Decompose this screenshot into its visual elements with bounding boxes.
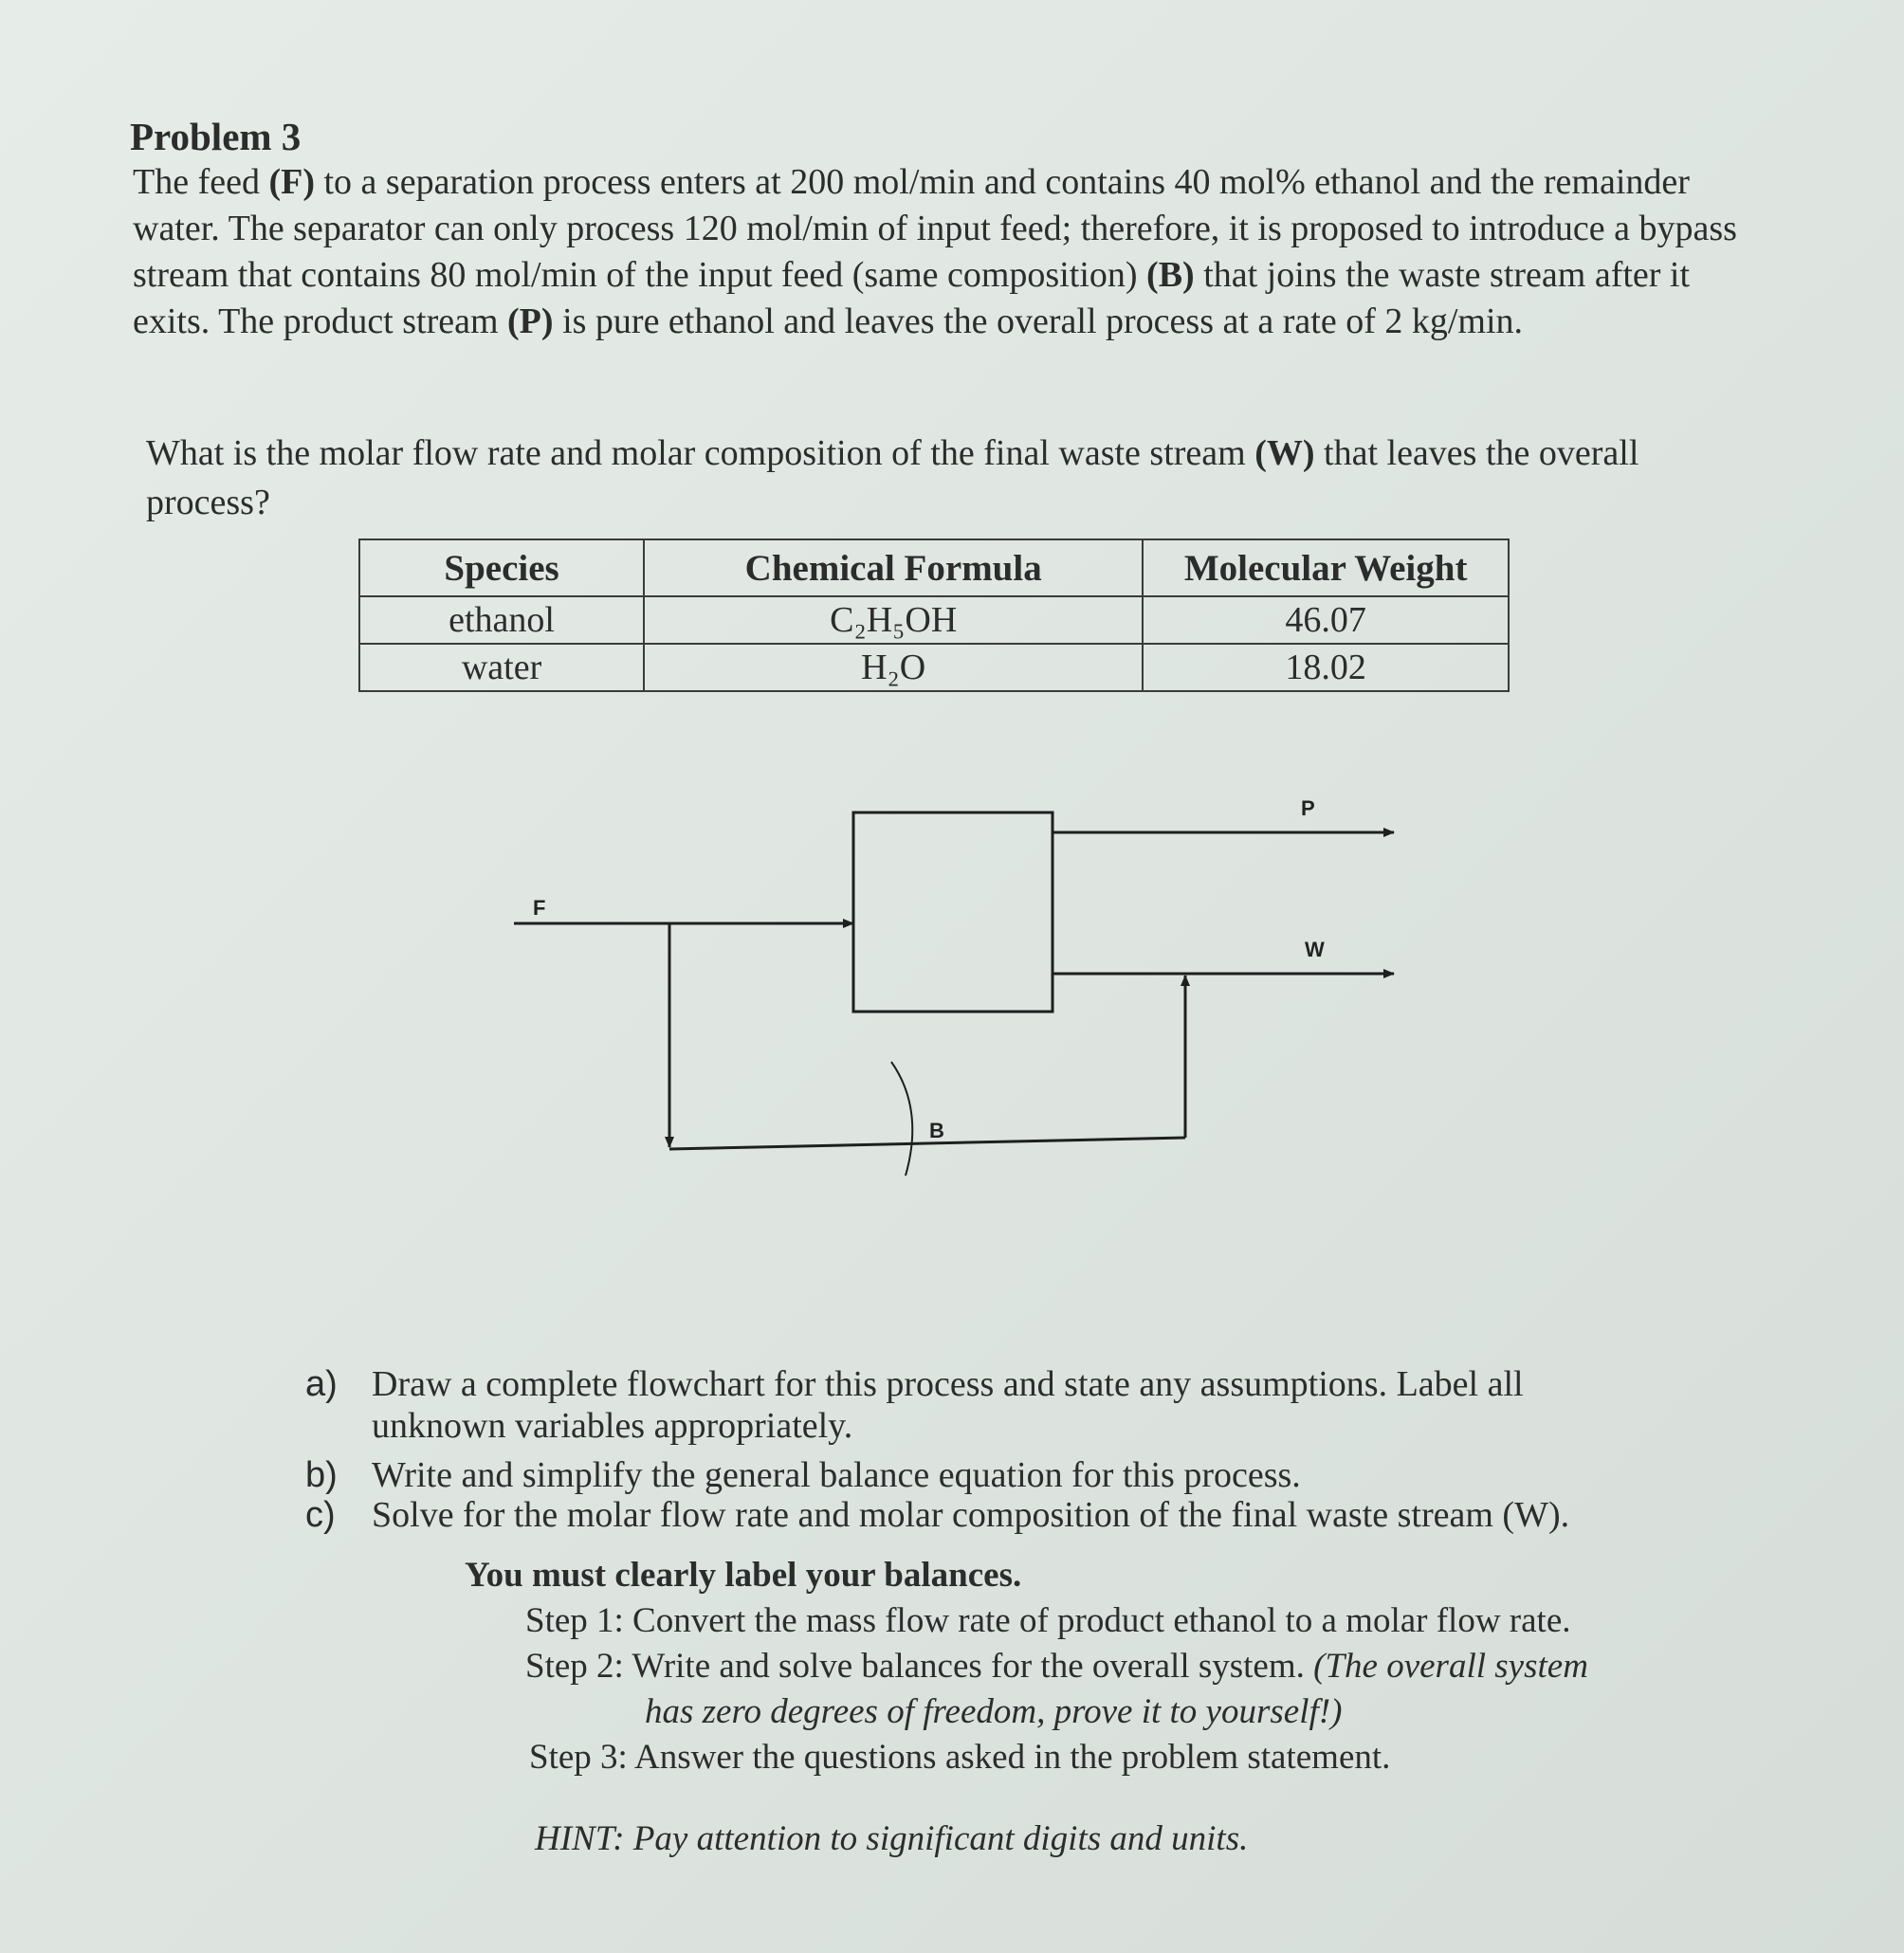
header-formula: Chemical Formula (644, 539, 1143, 596)
process-flowchart (493, 777, 1403, 1214)
step-2-text: Step 2: Write and solve balances for the overall system. (525, 1647, 1314, 1686)
question-b (305, 1454, 1652, 1496)
cell-mw: 18.02 (1143, 644, 1509, 691)
question-marker: a) (305, 1364, 338, 1404)
cell-formula: C₂H₅OH (644, 596, 1143, 644)
feed-symbol: (F) (268, 162, 315, 202)
step-3: Step 3: Answer the questions asked in the problem statement. (529, 1738, 1391, 1777)
question-c-text: Solve for the molar flow rate and molar composition of the final waste stream (W). (372, 1495, 1570, 1535)
waste-symbol: (W) (1254, 433, 1315, 473)
header-species: Species (359, 539, 644, 596)
statement-text: The feed (133, 162, 269, 202)
question-marker: b) (305, 1455, 338, 1495)
table-row (359, 596, 1509, 644)
step-2 (525, 1646, 1588, 1687)
waste-label: W (1305, 938, 1325, 961)
question-marker: c) (305, 1495, 336, 1535)
table-header-row (359, 539, 1509, 596)
problem-question (146, 429, 1720, 527)
statement-text: is pure ethanol and leaves the overall process at a rate of 2 kg/min. (553, 301, 1524, 341)
species-table (358, 538, 1510, 692)
question-a-text: Draw a complete flowchart for this process and state any assumptions. Label all unknown variables appropriately. (372, 1364, 1524, 1446)
product-label: P (1301, 796, 1315, 820)
question-a (305, 1363, 1652, 1447)
question-c (305, 1494, 1728, 1536)
feed-label: F (533, 896, 546, 920)
step-2-italic: (The overall system (1313, 1647, 1588, 1686)
question-text: that leaves the overall process? (146, 433, 1639, 522)
separator-unit (853, 812, 1053, 1012)
hint-text: HINT: Pay attention to significant digits and units. (535, 1819, 1249, 1858)
step-2-continued: has zero degrees of freedom, prove it to yourself!) (645, 1692, 1343, 1731)
cell-formula: H₂O (644, 644, 1143, 691)
problem-title: Problem 3 (130, 115, 302, 158)
pen-mark (891, 1062, 912, 1176)
cell-species: water (359, 644, 644, 691)
step-1: Step 1: Convert the mass flow rate of product ethanol to a molar flow rate. (525, 1601, 1571, 1640)
statement-text: to a separation process enters at 200 mol/min and contains 40 mol% ethanol and the remainder water. The separator can only process 120 mol/min of input feed; therefore, it is proposed to introduce a bypass stream that contains 80 mol/min of the input feed (same composition) (133, 162, 1737, 295)
cell-mw: 46.07 (1143, 596, 1509, 644)
problem-statement (133, 159, 1745, 345)
table-row (359, 644, 1509, 691)
bypass-line (669, 1138, 1185, 1149)
header-mw: Molecular Weight (1143, 539, 1509, 596)
question-text: What is the molar flow rate and molar composition of the final waste stream (146, 433, 1255, 473)
product-symbol: (P) (507, 301, 554, 341)
question-b-text: Write and simplify the general balance equation for this process. (372, 1455, 1301, 1495)
bypass-label: B (929, 1119, 944, 1142)
cell-species: ethanol (359, 596, 644, 644)
label-balances-note: You must clearly label your balances. (465, 1556, 1022, 1595)
statement-text: that joins the waste stream after it exits. The product stream (133, 255, 1691, 341)
bypass-symbol: (B) (1146, 255, 1195, 295)
